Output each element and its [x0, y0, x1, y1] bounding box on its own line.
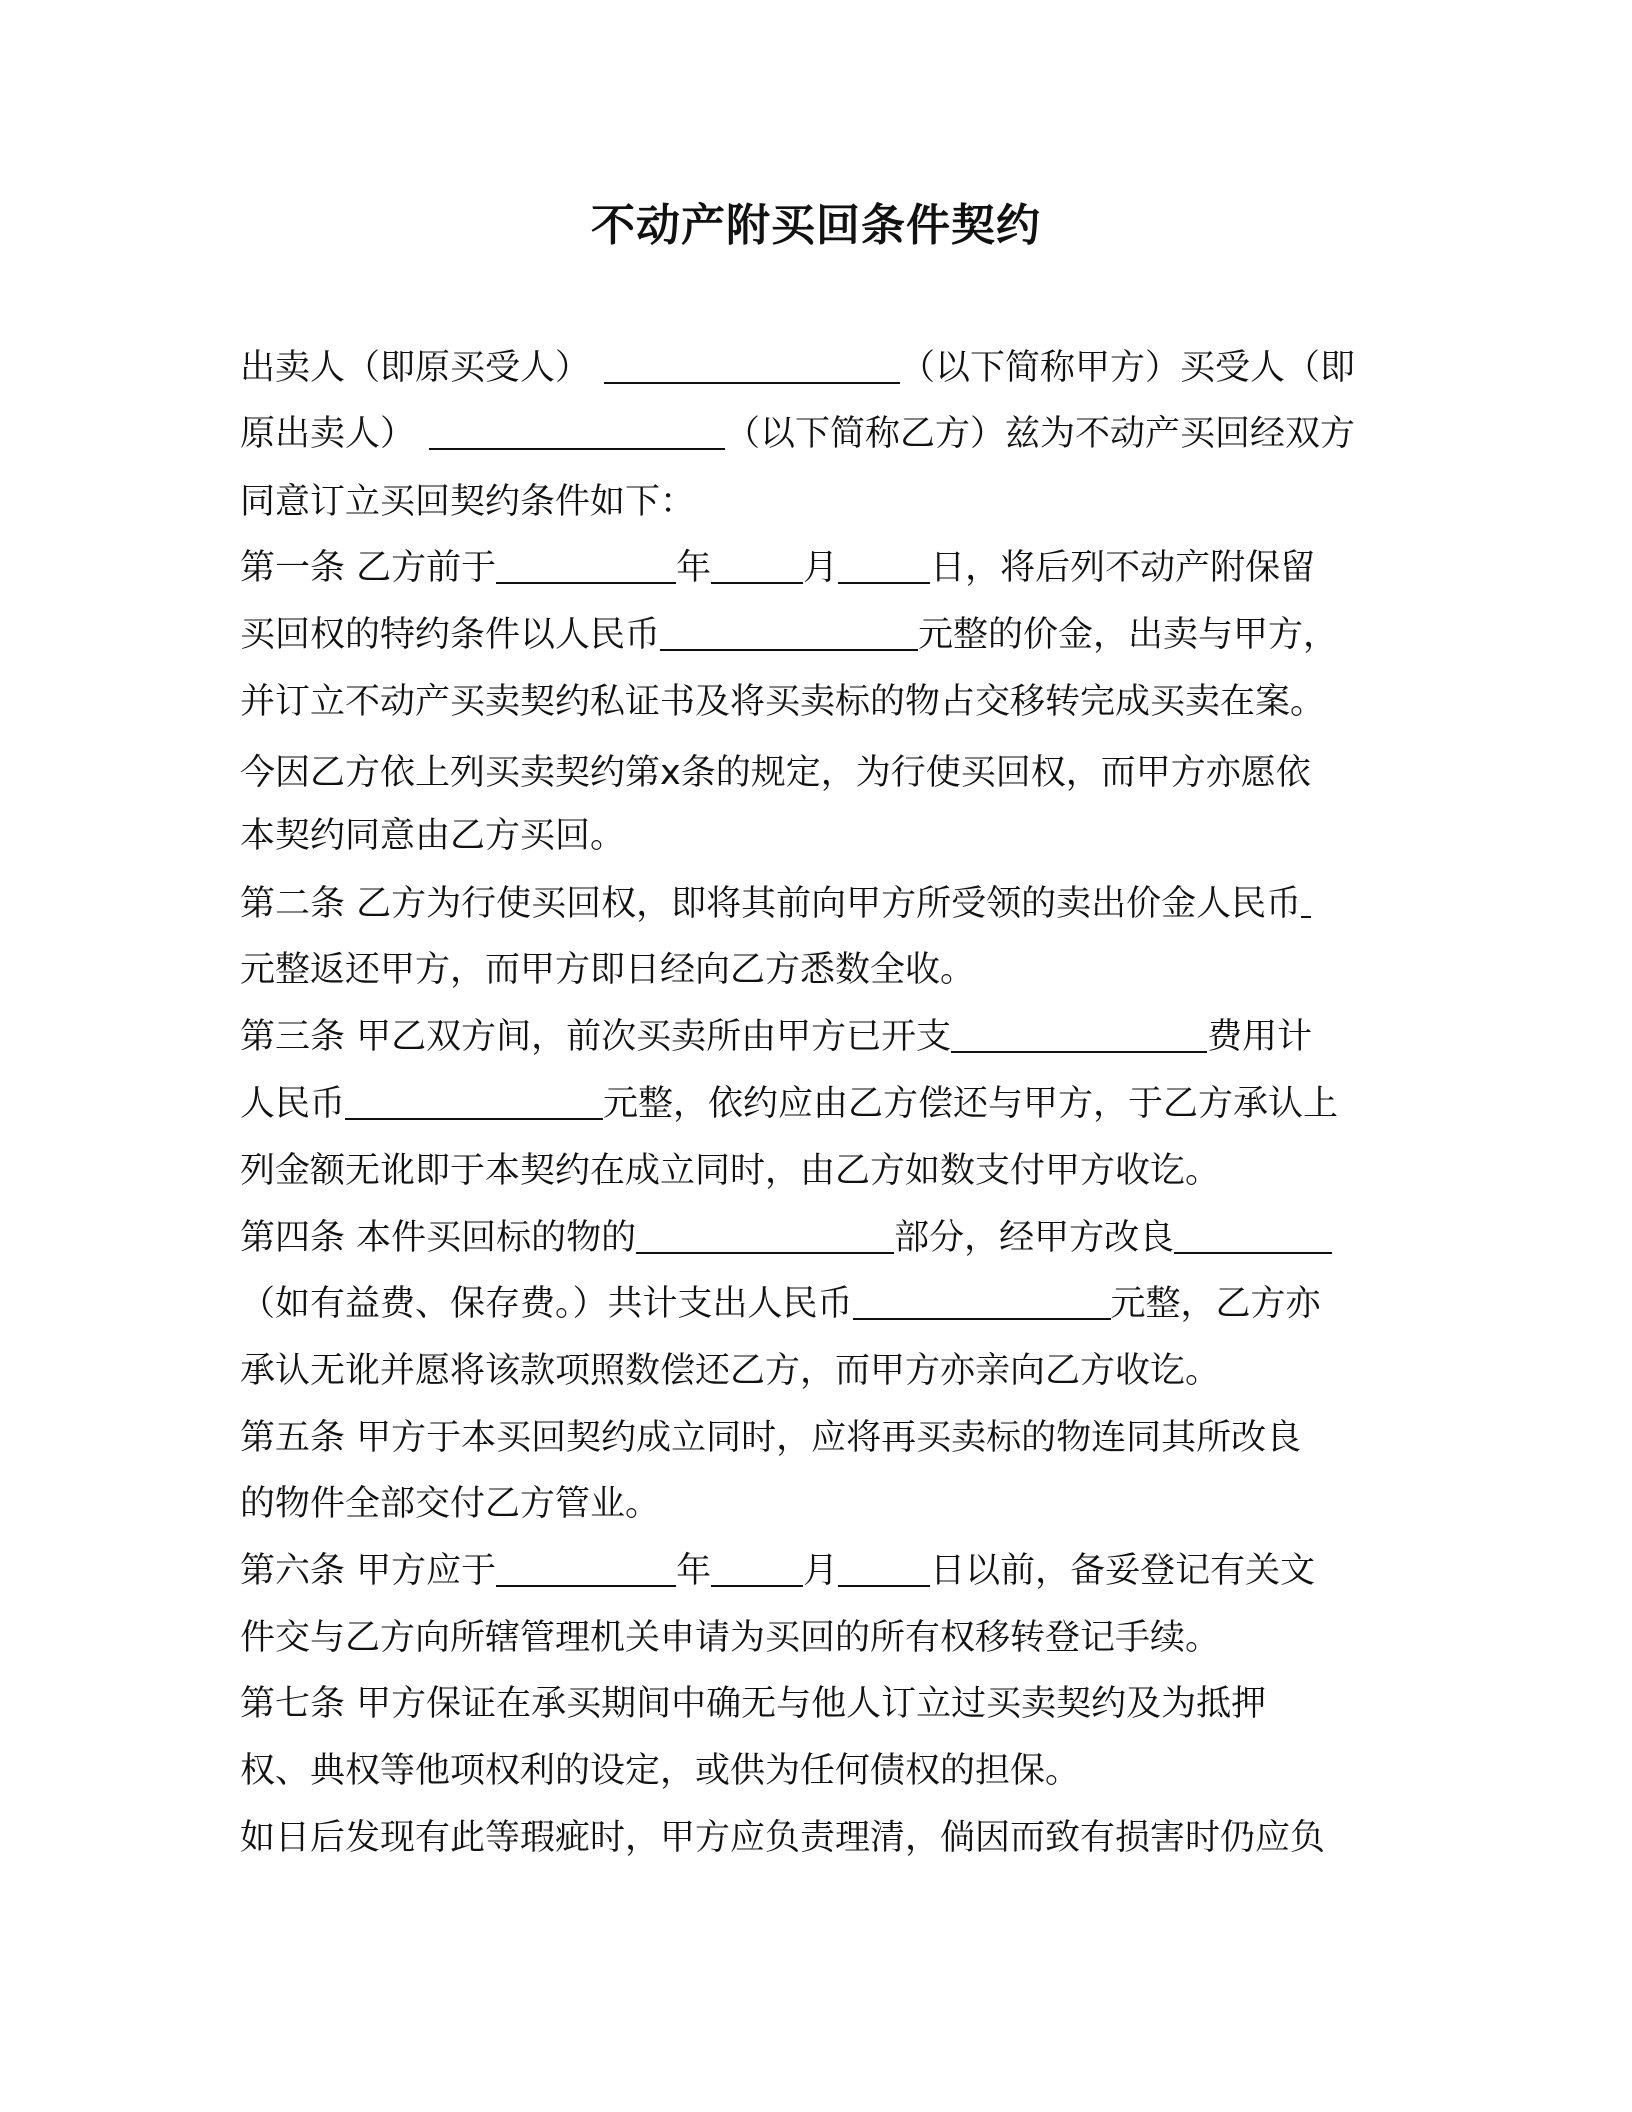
- text-segment: 第五条 甲方于本买回契约成立同时，应将再买卖标的物连同其所改良: [240, 1418, 1302, 1458]
- text-segment: 月: [803, 1551, 839, 1591]
- text-segment: （以下简称乙方）兹为不动产买回经双方: [725, 414, 1356, 454]
- text-line: [240, 1610, 1220, 1666]
- text-segment: 权、典权等他项权利的设定，或供为任何债权的担保。: [240, 1751, 1081, 1791]
- text-segment: （以下简称甲方）买受人（即: [900, 348, 1356, 388]
- text-line: [240, 808, 625, 864]
- text-line: [240, 1343, 1220, 1399]
- text-segment: 并订立不动产买卖契约私证书及将买卖标的物占交移转完成买卖在案。: [240, 682, 1326, 722]
- text-segment: 原出卖人）: [240, 414, 416, 454]
- text-line: [240, 474, 695, 530]
- fill-in-blank: [838, 540, 930, 584]
- fill-in-blank: [853, 1276, 1111, 1320]
- text-segment: 第一条 乙方前于: [240, 548, 497, 588]
- text-segment: 年: [676, 548, 712, 588]
- text-line: [240, 876, 1311, 932]
- fill-in-blank: [604, 340, 900, 384]
- text-line: [240, 1810, 1325, 1866]
- text-segment: 元整的价金，出卖与甲方，: [918, 615, 1339, 655]
- text-segment: 元整，依约应由乙方偿还与甲方，于乙方承认上: [603, 1084, 1339, 1124]
- text-segment: 今因乙方依上列买卖契约第x条的规定，为行使买回权，而甲方亦愿依: [240, 753, 1311, 793]
- fill-in-blank: [711, 1543, 803, 1587]
- fill-in-blank: [636, 1210, 894, 1254]
- text-line: [240, 1543, 1315, 1599]
- text-segment: 件交与乙方向所辖管理机关申请为买回的所有权移转登记手续。: [240, 1618, 1221, 1658]
- text-segment: 部分，经甲方改良: [894, 1218, 1175, 1258]
- fill-in-blank: [496, 540, 676, 584]
- document-title: 不动产附买回条件契约: [591, 200, 1041, 251]
- fill-in-blank: [711, 540, 803, 584]
- text-line: [240, 942, 975, 998]
- text-line: [240, 1276, 1321, 1332]
- text-segment: 第三条 甲乙双方间，前次买卖所由甲方已开支: [240, 1017, 952, 1057]
- fill-in-blank: [951, 1009, 1207, 1053]
- text-line: [240, 1076, 1338, 1132]
- text-line: [240, 607, 1338, 663]
- text-segment: 第七条 甲方保证在承买期间中确无与他人订立过买卖契约及为抵押: [240, 1684, 1267, 1724]
- text-segment: 元整返还甲方，而甲方即日经向乙方悉数全收。: [240, 950, 976, 990]
- text-segment: 第四条 本件买回标的物的: [240, 1218, 637, 1258]
- text-segment: 同意订立买回契约条件如下：: [240, 482, 696, 522]
- fill-in-blank: [660, 607, 918, 651]
- text-segment: 人民币: [240, 1084, 346, 1124]
- text-line: [240, 1743, 1080, 1799]
- text-line: [240, 1410, 1301, 1466]
- text-segment: 费用计: [1207, 1017, 1313, 1057]
- text-segment: 承认无讹并愿将该款项照数偿还乙方，而甲方亦亲向乙方收讫。: [240, 1351, 1221, 1391]
- fill-in-blank: [429, 406, 725, 450]
- text-line: [240, 1009, 1312, 1065]
- text-line: [240, 1143, 1220, 1199]
- text-segment: 年: [676, 1551, 712, 1591]
- text-line: [240, 540, 1315, 596]
- fill-in-blank: [496, 1543, 676, 1587]
- fill-in-blank: [838, 1543, 930, 1587]
- text-segment: 出卖人（即原买受人）: [240, 348, 591, 388]
- text-line: [240, 1676, 1266, 1732]
- text-line: [240, 674, 1325, 730]
- fill-in-blank: [1174, 1210, 1332, 1254]
- fill-in-blank: [345, 1076, 603, 1120]
- text-segment: 列金额无讹即于本契约在成立同时，由乙方如数支付甲方收讫。: [240, 1151, 1221, 1191]
- text-segment: 日以前，备妥登记有关文: [930, 1551, 1316, 1591]
- text-line: [240, 406, 1355, 462]
- text-line: [240, 1210, 1332, 1266]
- text-segment: 第六条 甲方应于: [240, 1551, 497, 1591]
- text-line: [240, 1476, 660, 1532]
- text-line: [240, 745, 1311, 801]
- text-segment: 的物件全部交付乙方管业。: [240, 1484, 661, 1524]
- text-segment: 月: [803, 548, 839, 588]
- text-line: [240, 340, 1355, 396]
- text-segment: （如有益费、保存费。）共计支出人民币: [240, 1284, 853, 1324]
- text-segment: 第二条 乙方为行使买回权，即将其前向甲方所受领的卖出价金人民币: [240, 884, 1302, 924]
- text-segment: 如日后发现有此等瑕疵时，甲方应负责理清，倘因而致有损害时仍应负: [240, 1818, 1326, 1858]
- text-segment: 元整，乙方亦: [1110, 1284, 1321, 1324]
- text-segment: 本契约同意由乙方买回。: [240, 816, 626, 856]
- text-segment: 日，将后列不动产附保留: [930, 548, 1316, 588]
- text-segment: 买回权的特约条件以人民币: [240, 615, 661, 655]
- fill-in-blank: [1301, 876, 1311, 918]
